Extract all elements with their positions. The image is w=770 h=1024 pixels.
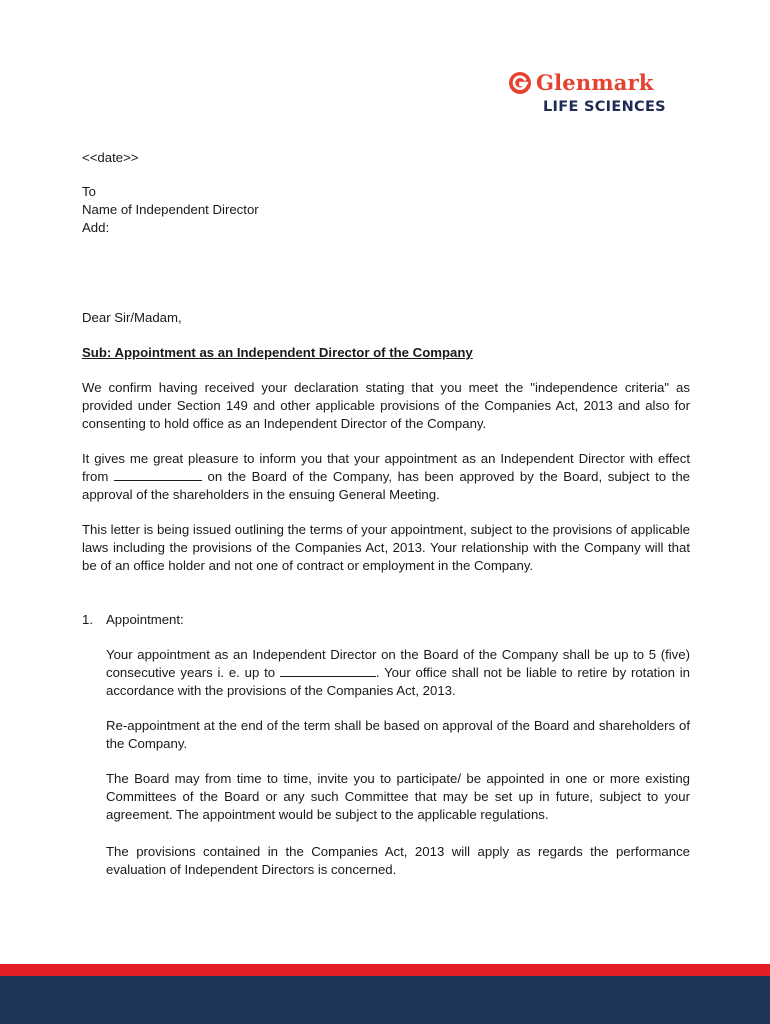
paragraph-reappointment: Re-appointment at the end of the term shall be based on approval of the Board and shareholders of the Company. [106,718,690,751]
subject-line: Sub: Appointment as an Independent Director of the Company [82,345,473,360]
footer-red-band [0,964,770,976]
paragraph-terms: This letter is being issued outlining the terms of your appointment, subject to the provisions of applicable laws including the provisions of the Companies Act, 2013. Your relationship with the Company will that be of an office holder and not one of contract or employment in the Company. [82,522,690,573]
glenmark-g-icon [508,71,532,95]
footer-navy-band [0,976,770,1024]
effective-date-blank [114,468,202,481]
company-logo [508,70,678,120]
para2-text-start: It gives me great pleasure to inform you that your appointment as an Independent Director with effect from [82,451,690,484]
paragraph-performance-evaluation: The provisions contained in the Companies Act, 2013 will apply as regards the performance evaluation of Independent Directors is concerned. [106,844,690,877]
salutation: Dear Sir/Madam, [82,310,182,325]
term-text-end: . Your office shall not be liable to retire by rotation in accordance with the provisions of the Companies Act, 2013. [106,665,690,698]
term-text-start: Your appointment as an Independent Director on the Board of the Company shall be up to 5 (five) consecutive years i. e. up to [106,647,690,680]
paragraph-term-length [106,646,690,700]
paragraph-committees: The Board may from time to time, invite you to participate/ be appointed in one or more existing Committees of the Board or any such Committee that may be set up in future, subject to your agreement. The appointment would be subject to the applicable regulations. [106,771,690,822]
section-title: Appointment: [106,612,184,627]
paragraph-appointment-approval [82,450,690,504]
recipient-address-label: Add: [82,220,110,235]
logo-tagline: LIFE SCIENCES [543,99,666,115]
logo-wordmark: Glenmark [536,70,654,95]
recipient-to: To [82,184,96,199]
paragraph-declaration: We confirm having received your declaration stating that you meet the "independence criteria" as provided under Section 149 and other applicable provisions of the Companies Act, 2013 and also for consenting to hold office as an Independent Director of the Company. [82,380,690,431]
para2-text-end: on the Board of the Company, has been approved by the Board, subject to the approval of the shareholders in the ensuing General Meeting. [82,469,690,502]
letter-date: <<date>> [82,150,139,165]
recipient-name: Name of Independent Director [82,202,259,217]
term-end-date-blank [280,664,376,677]
section-number: 1. [82,612,93,627]
